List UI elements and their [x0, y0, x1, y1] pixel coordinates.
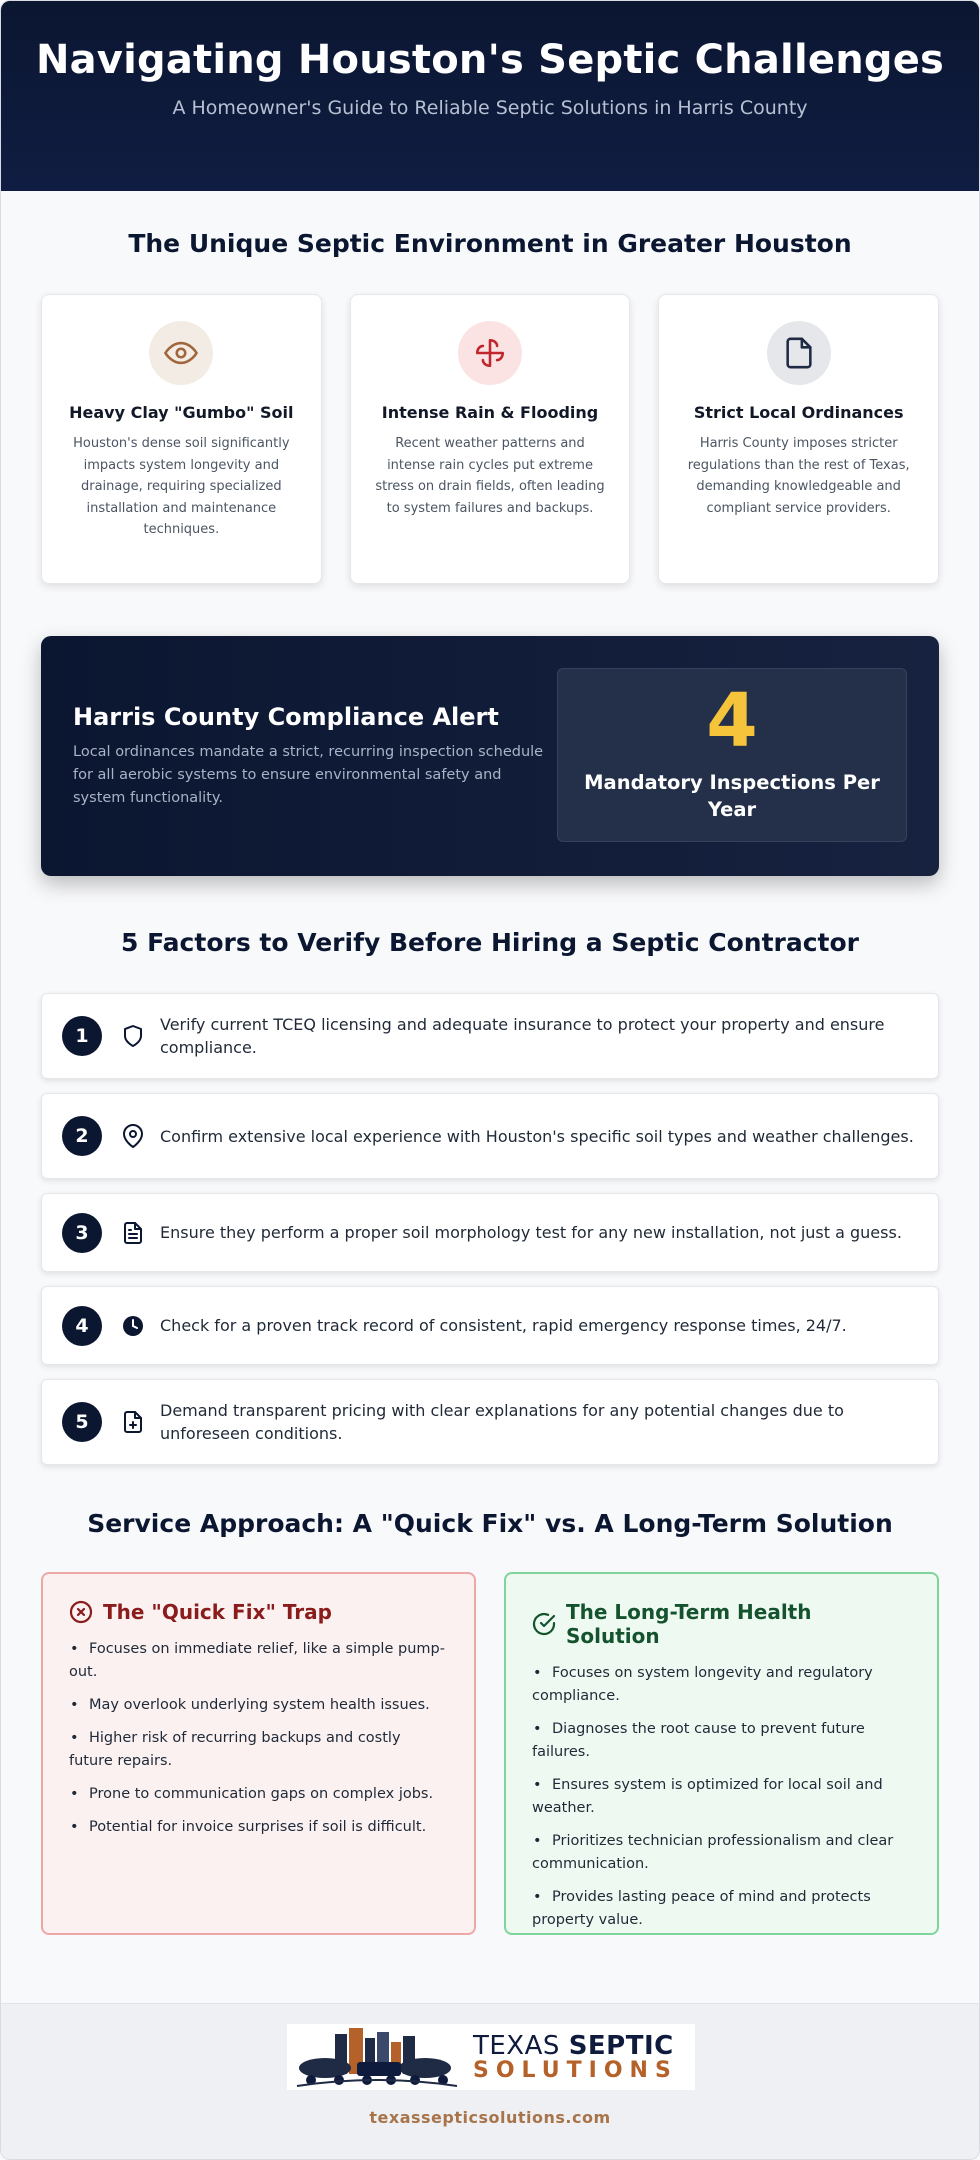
file-text-icon	[120, 1220, 146, 1246]
company-logo	[287, 2024, 695, 2090]
long-term-heading	[532, 1600, 911, 1648]
long-term-title: The Long-Term Health Solution	[566, 1600, 812, 1648]
list-item: • Prioritizes technician professionalism and clear communication.	[532, 1830, 911, 1876]
factor-item	[41, 1093, 939, 1179]
list-item: • Prone to communication gaps on complex jobs.	[69, 1783, 448, 1806]
card-clay-soil	[41, 294, 322, 584]
comparison-section-title: Service Approach: A "Quick Fix" vs. A Long-Term Solution	[87, 1509, 893, 1538]
card-text: Houston's dense soil significantly impacts system longevity and drainage, requiring specialized installation and maintenance techniques.	[73, 436, 290, 537]
eye-icon	[149, 321, 213, 385]
factor-number: 4	[62, 1306, 102, 1346]
list-item: • May overlook underlying system health issues.	[69, 1694, 448, 1717]
check-circle-icon	[532, 1612, 556, 1636]
factor-text: Confirm extensive local experience with Houston's specific soil types and weather challenges.	[160, 1126, 914, 1146]
quick-fix-title: The "Quick Fix" Trap	[103, 1600, 332, 1624]
factor-number: 3	[62, 1213, 102, 1253]
factor-text: Ensure they perform a proper soil morphology test for any new installation, not just a guess.	[160, 1223, 902, 1242]
long-term-list	[532, 1662, 911, 1932]
stat-label: Mandatory Inspections Per Year	[584, 771, 880, 821]
factor-item	[41, 1193, 939, 1272]
x-circle-icon	[69, 1600, 93, 1624]
page-header	[1, 1, 979, 191]
card-title: Strict Local Ordinances	[693, 403, 904, 422]
card-title: Intense Rain & Flooding	[381, 403, 599, 422]
factor-text: Verify current TCEQ licensing and adequate insurance to protect your property and ensure compliance.	[160, 1015, 885, 1057]
logo-line-one: TEXAS SEPTIC	[473, 2031, 674, 2061]
stat-value: 4	[706, 678, 758, 764]
quick-fix-list	[69, 1638, 448, 1839]
page-subtitle: A Homeowner's Guide to Reliable Septic Solutions in Harris County	[172, 97, 808, 119]
factors-list	[1, 993, 979, 1465]
list-item: • Diagnoses the root cause to prevent future failures.	[532, 1718, 911, 1764]
environment-cards	[1, 294, 979, 584]
page-footer	[1, 2003, 979, 2159]
quick-fix-column	[41, 1572, 476, 1935]
factor-item	[41, 1379, 939, 1465]
quick-fix-heading	[69, 1600, 448, 1624]
long-term-column	[504, 1572, 939, 1935]
septic-truck-logo-icon	[287, 2024, 467, 2090]
alert-title: Harris County Compliance Alert	[73, 702, 499, 731]
comparison-columns	[1, 1572, 979, 1935]
list-item: • Potential for invoice surprises if soil is difficult.	[69, 1816, 448, 1839]
document-icon	[767, 321, 831, 385]
card-text: Recent weather patterns and intense rain cycles put extreme stress on drain fields, often leading to system failures and backups.	[375, 436, 605, 516]
alert-text-block	[73, 703, 553, 810]
file-plus-icon	[120, 1409, 146, 1435]
map-pin-icon	[120, 1123, 146, 1149]
alert-description: Local ordinances mandate a strict, recurring inspection schedule for all aerobic systems to ensure environmental safety and system functionality.	[73, 743, 544, 806]
factor-item	[41, 1286, 939, 1365]
card-text: Harris County imposes stricter regulations than the rest of Texas, demanding knowledgeable and compliant service providers.	[687, 436, 910, 516]
card-title: Heavy Clay "Gumbo" Soil	[69, 403, 294, 422]
list-item: • Ensures system is optimized for local soil and weather.	[532, 1774, 911, 1820]
compliance-alert	[41, 636, 939, 876]
card-rain-flooding	[350, 294, 631, 584]
logo-wordmark	[473, 2032, 678, 2082]
list-item: • Provides lasting peace of mind and protects property value.	[532, 1886, 911, 1932]
factor-text: Check for a proven track record of consistent, rapid emergency response times, 24/7.	[160, 1316, 847, 1335]
factor-number: 2	[62, 1116, 102, 1156]
factors-section-title: 5 Factors to Verify Before Hiring a Septic Contractor	[120, 928, 860, 957]
wind-icon	[458, 321, 522, 385]
page-title: Navigating Houston's Septic Challenges	[35, 37, 945, 83]
shield-icon	[120, 1023, 146, 1049]
factor-number: 1	[62, 1016, 102, 1056]
environment-section-title: The Unique Septic Environment in Greater Houston	[128, 229, 852, 258]
factor-text: Demand transparent pricing with clear explanations for any potential changes due to unforeseen conditions.	[160, 1401, 844, 1443]
clock-icon	[120, 1313, 146, 1339]
website-link[interactable]: texassepticsolutions.com	[369, 2108, 611, 2127]
logo-line-two: SOLUTIONS	[473, 2058, 678, 2083]
factor-number: 5	[62, 1402, 102, 1442]
factor-item	[41, 993, 939, 1079]
inspection-stat	[557, 668, 907, 842]
card-local-ordinances	[658, 294, 939, 584]
list-item: • Focuses on immediate relief, like a simple pump-out.	[69, 1638, 448, 1684]
list-item: • Focuses on system longevity and regulatory compliance.	[532, 1662, 911, 1708]
list-item: • Higher risk of recurring backups and costly future repairs.	[69, 1727, 448, 1773]
